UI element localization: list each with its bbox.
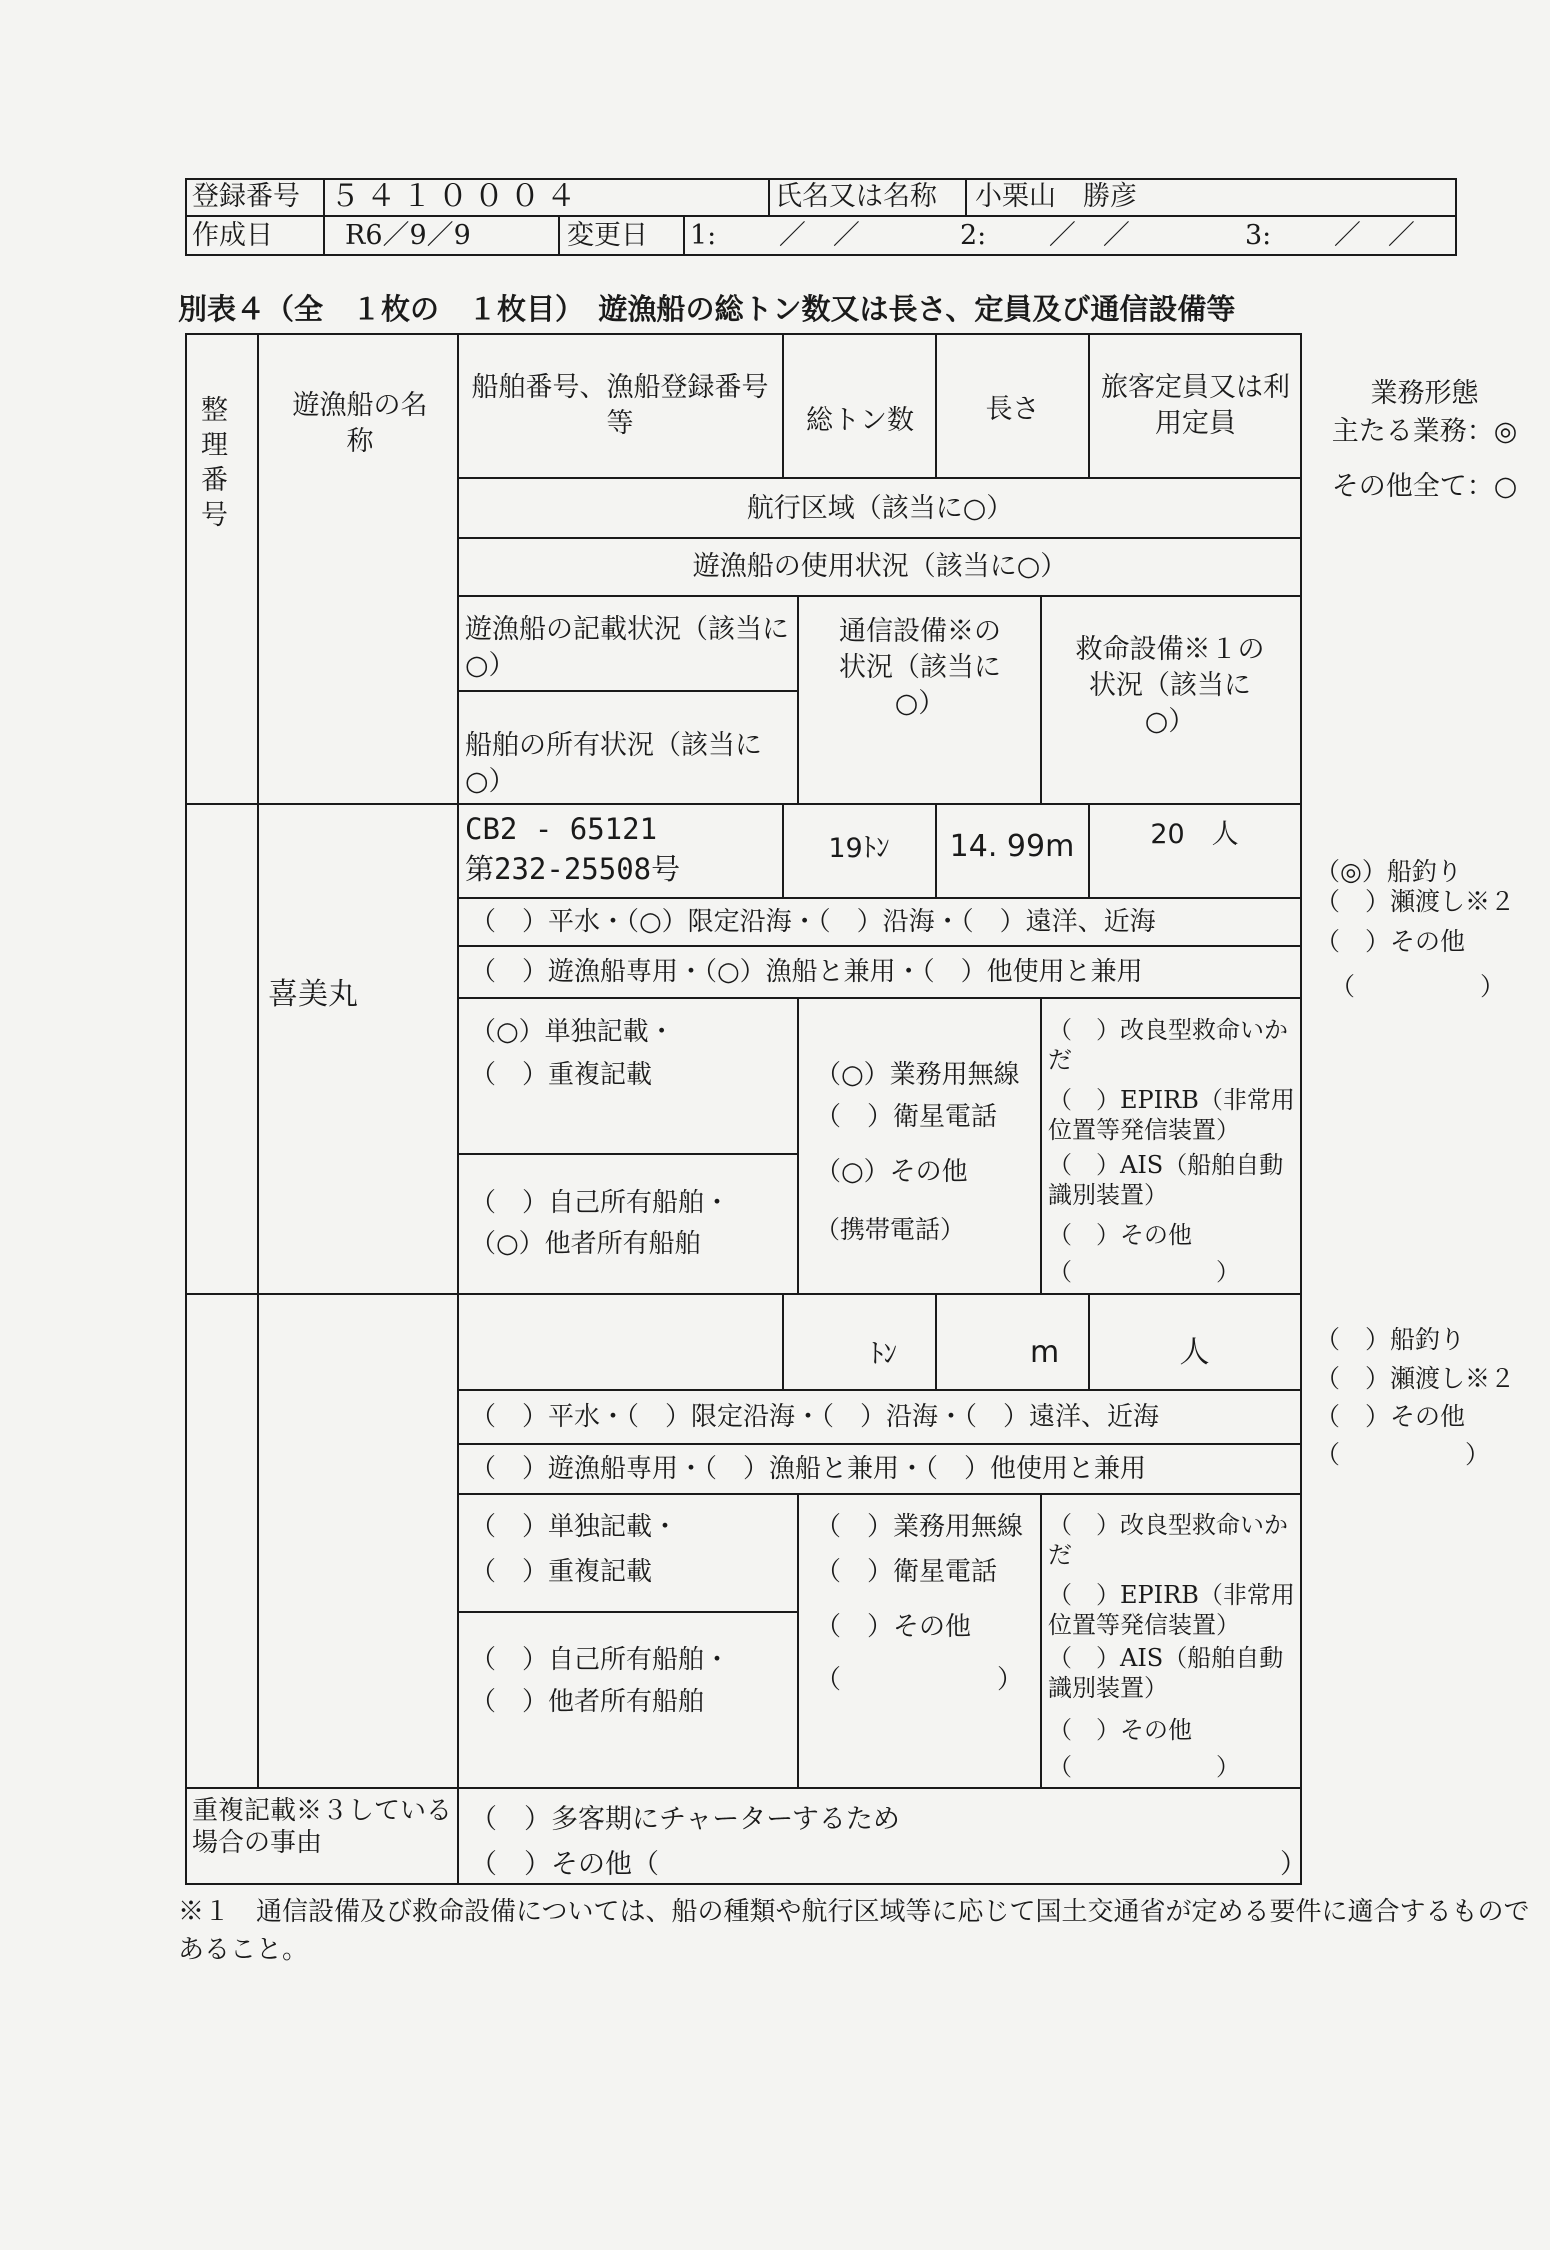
entry-1-own-2: （○）他者所有船舶 <box>470 1229 701 1259</box>
entry-1-comm-4: （携帯電話） <box>815 1215 966 1244</box>
entry-1-biz-3: （ ）その他 <box>1315 927 1466 956</box>
created-value: R6／9／9 <box>345 220 471 251</box>
col-tonnage-header: 総トン数 <box>806 405 914 436</box>
entry-2-biz-4: （ ） <box>1315 1440 1491 1469</box>
entry-1-biz-2: （ ）瀬渡し※２ <box>1315 887 1516 916</box>
col-life-header: 救命設備※１の状況（該当に○） <box>1075 634 1265 737</box>
col-record-header: 遊漁船の記載状況（該当に○） <box>465 614 789 681</box>
entry-2-record-1: （ ）単独記載・ <box>470 1512 679 1542</box>
entry-1-ship-no-2: 第232-25508号 <box>465 852 681 886</box>
entry-2-length: m <box>1030 1335 1060 1370</box>
col-comm-header: 通信設備※の状況（該当に○） <box>839 616 1001 719</box>
entry-2-usage: （ ）遊漁船専用・（ ）漁船と兼用・（ ）他使用と兼用 <box>470 1454 1147 1484</box>
entry-2-comm-3: （ ）その他 <box>815 1612 972 1642</box>
col-length-header: 長さ <box>985 394 1040 425</box>
entry-1-comm-3: （○）その他 <box>815 1157 968 1187</box>
changed-label: 変更日 <box>567 220 648 251</box>
entry-1-own-1: （ ）自己所有船舶・ <box>470 1188 731 1218</box>
entry-1-life-1: （ ）改良型救命いかだ <box>1048 1016 1288 1074</box>
entry-1-tonnage: 19ﾄﾝ <box>828 833 890 864</box>
col-business-other: その他全て：○ <box>1331 471 1518 502</box>
created-label: 作成日 <box>192 220 273 251</box>
col-nav-area-header: 航行区域（該当に○） <box>746 493 1014 524</box>
col-ship-no-header: 船舶番号、漁船登録番号等 <box>471 372 769 439</box>
entry-2-life-4: （ ）その他 <box>1048 1716 1192 1744</box>
entry-1-usage: （ ）遊漁船専用・（○）漁船と兼用・（ ）他使用と兼用 <box>470 957 1143 987</box>
duplicate-label: 重複記載※３している場合の事由 <box>192 1796 453 1858</box>
entry-2-tonnage: ﾄﾝ <box>870 1339 897 1370</box>
entry-2-comm-4: （ ） <box>815 1665 1024 1695</box>
entry-1-comm-1: （○）業務用無線 <box>815 1060 1020 1090</box>
col-business-main: 主たる業務：◎ <box>1331 416 1518 447</box>
entry-1-life-2: （ ）EPIRB（非常用位置等発信装置） <box>1048 1086 1295 1144</box>
entry-1-length: 14. 99m <box>949 829 1075 864</box>
entry-1-life-5: （ ） <box>1048 1258 1240 1286</box>
entry-2-biz-2: （ ）瀬渡し※２ <box>1315 1364 1516 1393</box>
col-capacity-header: 旅客定員又は利用定員 <box>1101 372 1290 439</box>
reg-no-label: 登録番号 <box>192 181 300 212</box>
entry-1-record-2: （ ）重複記載 <box>470 1060 653 1090</box>
duplicate-option-1: （ ）多客期にチャーターするため <box>470 1804 900 1835</box>
entry-2-life-3: （ ）AIS（船舶自動識別装置） <box>1048 1644 1284 1702</box>
col-ship-name-header: 遊漁船の名称 <box>292 390 428 457</box>
entry-1-ship-name: 喜美丸 <box>268 977 358 1012</box>
col-usage-header: 遊漁船の使用状況（該当に○） <box>692 551 1068 582</box>
entry-1-capacity: 20 人 <box>1150 819 1239 850</box>
entry-2-nav-area: （ ）平水・（ ）限定沿海・（ ）沿海・（ ）遠洋、近海 <box>470 1402 1160 1432</box>
entry-2-biz-1: （ ）船釣り <box>1315 1325 1466 1354</box>
entry-1-comm-2: （ ）衛星電話 <box>815 1102 998 1132</box>
entry-1-biz-4: （ ） <box>1330 972 1506 1001</box>
col-ownership-header: 船舶の所有状況（該当に○） <box>465 730 762 797</box>
entry-1-biz-1: （◎）船釣り <box>1315 857 1462 886</box>
entry-2-life-5: （ ） <box>1048 1753 1240 1781</box>
entry-2-record-2: （ ）重複記載 <box>470 1557 653 1587</box>
entry-2-life-2: （ ）EPIRB（非常用位置等発信装置） <box>1048 1581 1295 1639</box>
name-label: 氏名又は名称 <box>775 181 937 212</box>
entry-2-comm-1: （ ）業務用無線 <box>815 1512 1024 1542</box>
col-seq-header: 整理番号 <box>196 395 227 535</box>
change-2: 2: ／ ／ <box>960 220 1130 251</box>
change-3: 3: ／ ／ <box>1245 220 1415 251</box>
footnote: ※１ 通信設備及び救命設備については、船の種類や航行区域等に応じて国土交通省が定める要件に適合するものであること。 <box>178 1897 1530 1965</box>
entry-2-biz-3: （ ）その他 <box>1315 1402 1466 1431</box>
entry-1-nav-area: （ ）平水・（○）限定沿海・（ ）沿海・（ ）遠洋、近海 <box>470 907 1156 937</box>
col-business-header: 業務形態 <box>1370 378 1479 409</box>
page-title: 別表４（全 １枚の １枚目） 遊漁船の総トン数又は長さ、定員及び通信設備等 <box>178 292 1236 326</box>
entry-2-comm-2: （ ）衛星電話 <box>815 1557 998 1587</box>
entry-2-own-2: （ ）他者所有船舶 <box>470 1687 705 1717</box>
entry-1-record-1: （○）単独記載・ <box>470 1017 675 1047</box>
entry-2-own-1: （ ）自己所有船舶・ <box>470 1645 731 1675</box>
entry-1-life-4: （ ）その他 <box>1048 1221 1192 1249</box>
entry-2-capacity: 人 <box>1179 1335 1210 1370</box>
entry-1-life-3: （ ）AIS（船舶自動識別装置） <box>1048 1151 1284 1209</box>
duplicate-option-2: （ ）その他（ ） <box>470 1849 1307 1880</box>
name-value: 小栗山 勝彦 <box>975 181 1137 212</box>
reg-no-value: ５４１０００４ <box>330 179 582 214</box>
change-1: 1: ／ ／ <box>690 220 860 251</box>
entry-2-life-1: （ ）改良型救命いかだ <box>1048 1511 1288 1569</box>
entry-1-ship-no-1: CB2 - 65121 <box>465 812 658 846</box>
